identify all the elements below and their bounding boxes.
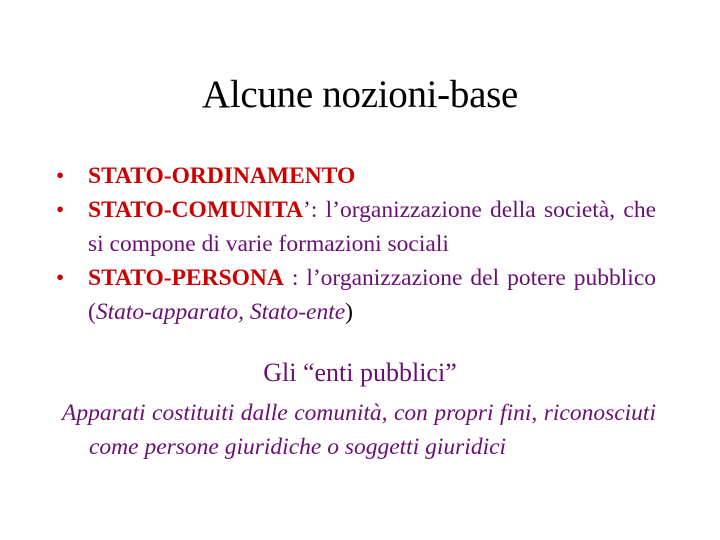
bullet-marker: • [56, 197, 65, 223]
bullet-italic-text: Stato-apparato, Stato-ente [95, 299, 346, 325]
bullet-list [56, 159, 656, 329]
bullet-text: : l’organizzazione del potere pubblico ( [88, 265, 656, 325]
bullet-item-stato-comunita [56, 193, 656, 261]
subheading: Gli “enti pubblici” [263, 358, 457, 387]
bullet-term: STATO-COMUNITA [88, 197, 303, 223]
bullet-item-stato-persona [56, 261, 656, 329]
bullet-marker: • [56, 163, 65, 189]
bullet-text: ’: l’organizzazione della società, che si compone di varie formazioni sociali [88, 197, 656, 257]
bullet-term: STATO-ORDINAMENTO [88, 163, 356, 189]
bullet-marker: • [56, 265, 65, 291]
bullet-closing: ) [345, 299, 353, 325]
bullet-term: STATO-PERSONA [88, 265, 284, 291]
definition-paragraph: Apparati costituiti dalle comunità, con propri fini, riconosciuti come persone giuridiche o soggetti giuridici [62, 400, 656, 460]
bullet-item-stato-ordinamento [56, 159, 656, 193]
slide-title: Alcune nozioni-base [202, 73, 518, 116]
